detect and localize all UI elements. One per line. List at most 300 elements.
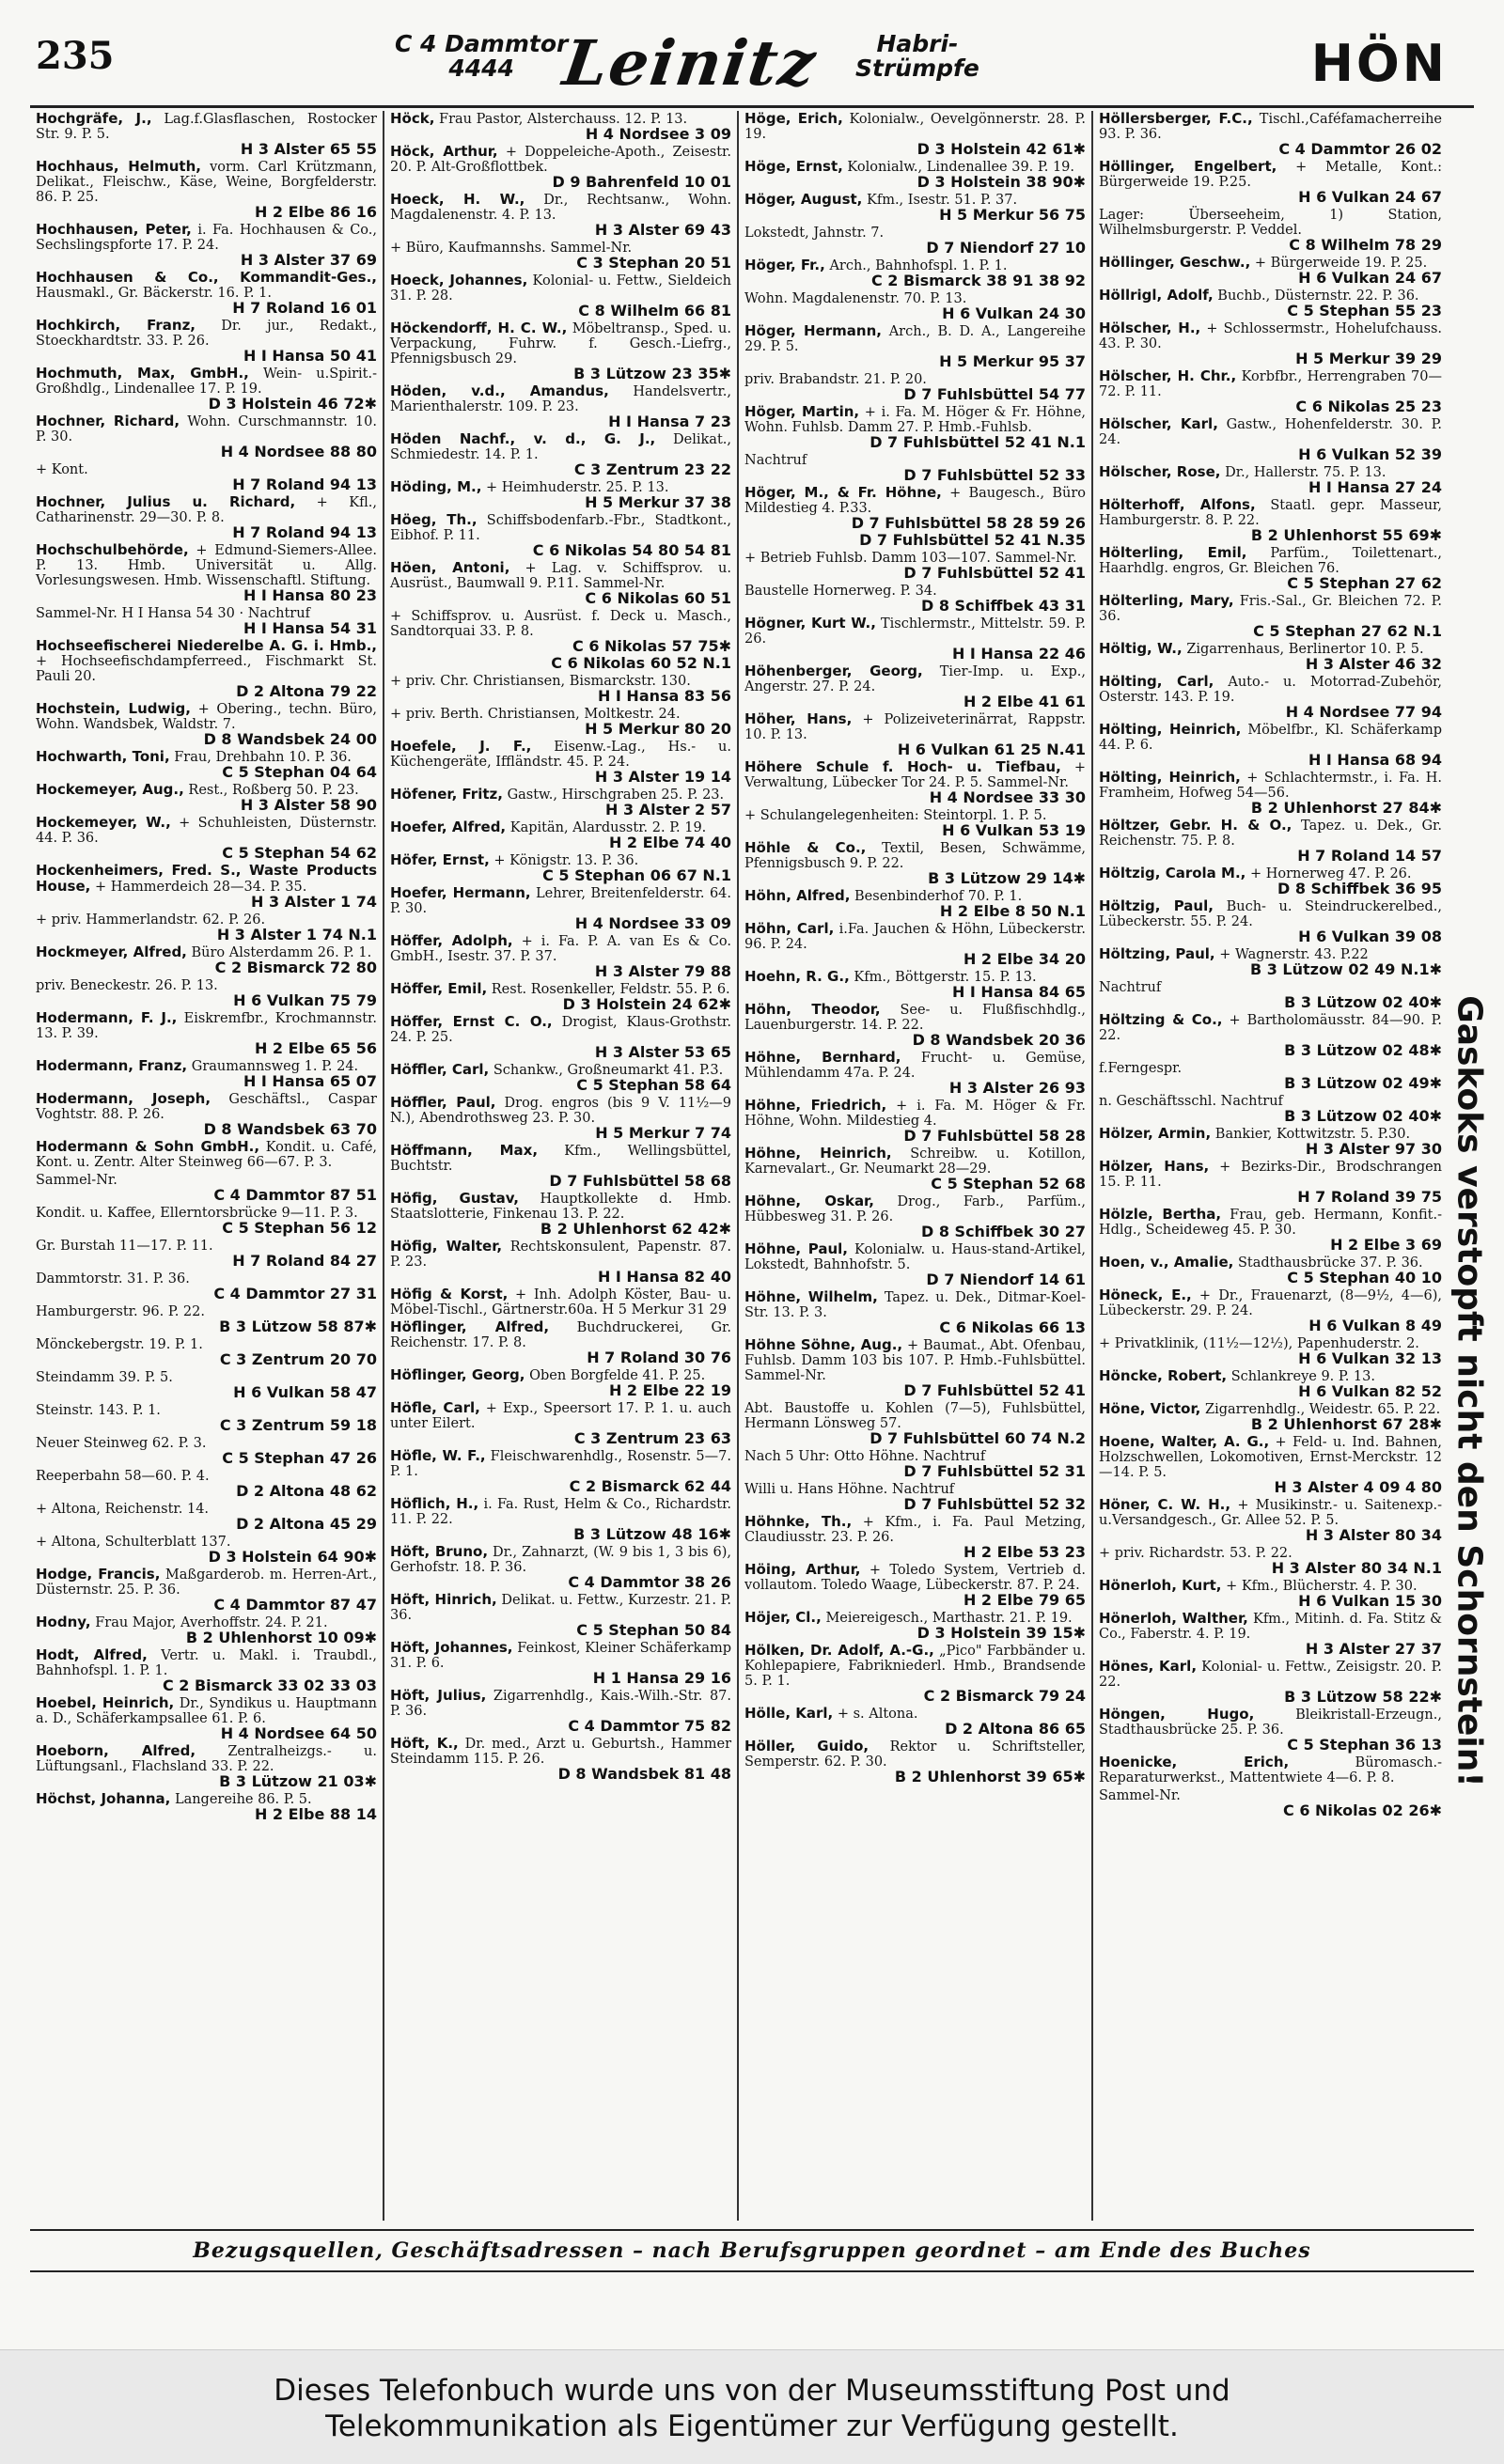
entry-details: Tier-Imp. u. Exp., Angerstr. 27. P. 24. bbox=[744, 664, 1086, 694]
entry-phone: C 5 Stephan 27 62 N.1 bbox=[1253, 622, 1442, 640]
entry-details: Kapitän, Alardusstr. 2. P. 19. bbox=[509, 820, 707, 835]
entry-text bbox=[390, 739, 731, 770]
entry-details: Zigarrenhaus, Berlinertor 10. P. 5. bbox=[1186, 642, 1424, 657]
entry-details: Rechtskonsulent, Papenstr. 87. P. 23. bbox=[390, 1240, 731, 1270]
entry-name: Hölting, Heinrich, bbox=[1099, 769, 1241, 786]
entry-details: Frau, Drehbahn 10. P. 36. bbox=[174, 750, 352, 765]
directory-entry bbox=[1099, 1207, 1442, 1253]
entry-text bbox=[744, 1241, 1086, 1272]
directory-entry bbox=[390, 787, 731, 818]
entry-phone: H 7 Roland 39 75 bbox=[1297, 1188, 1442, 1206]
entry-details: Besenbinderhof 70. P. 1. bbox=[854, 889, 1023, 904]
entry-name: Höner, C. W. H., bbox=[1099, 1496, 1231, 1513]
entry-text bbox=[36, 1743, 377, 1774]
entry-phone: H 3 Alster 27 37 bbox=[1305, 1640, 1442, 1658]
entry-phone: C 2 Bismarck 72 80 bbox=[214, 959, 377, 976]
entry-phone: D 7 Fuhlsbüttel 52 41 bbox=[903, 1381, 1086, 1399]
entry-name: Hölzer, Armin, bbox=[1099, 1125, 1212, 1142]
entry-details: Rektor u. Schriftsteller, Semperstr. 62. P. 30. bbox=[744, 1739, 1087, 1770]
directory-entry bbox=[390, 1191, 731, 1237]
entry-name: Höft, K., bbox=[390, 1735, 459, 1752]
column-3 bbox=[739, 111, 1093, 2221]
entry-details: + Privatklinik, (11½—12½), Papenhuderstr. 2. bbox=[1099, 1336, 1419, 1351]
entry-phone: D 8 Schiffbek 36 95 bbox=[1277, 880, 1442, 897]
entry-phone: H 5 Merkur 95 37 bbox=[939, 352, 1086, 370]
entry-phone: H 2 Elbe 88 14 bbox=[254, 1805, 377, 1823]
entry-phone: C 5 Stephan 36 13 bbox=[1287, 1736, 1442, 1754]
entry-name: Höge, Ernst, bbox=[744, 158, 843, 175]
entry-details: Reeperbahn 58—60. P. 4. bbox=[36, 1469, 210, 1484]
entry-details: Lag.f.Glasflaschen, Rostocker Str. 9. P. 5. bbox=[36, 112, 377, 142]
entry-name: Hochhaus, Helmuth, bbox=[36, 158, 201, 175]
entry-text bbox=[390, 383, 731, 414]
directory-entry bbox=[36, 270, 377, 316]
entry-name: Höltzig, Paul, bbox=[1099, 897, 1214, 914]
entry-phone: H 2 Elbe 22 19 bbox=[608, 1381, 731, 1399]
directory-entry bbox=[390, 1014, 731, 1060]
entry-name: Höhne, Bernhard, bbox=[744, 1049, 901, 1066]
entry-details: i. Fa. Hochhausen & Co., Sechslingspforte 17. P. 24. bbox=[36, 223, 377, 253]
entry-details: Kolonialw., Oevelgönnerstr. 28. P. 19. bbox=[744, 112, 1086, 142]
page-number: 235 bbox=[36, 34, 115, 78]
entry-name: Höhnke, Th., bbox=[744, 1513, 853, 1530]
entry-details: Delikat. u. Fettw., Kurzestr. 21. P. 36. bbox=[390, 1593, 731, 1623]
entry-phone: B 3 Lützow 02 40✱ bbox=[1284, 993, 1442, 1011]
directory-entry bbox=[744, 1289, 1086, 1335]
entry-name: Höffmann, Max, bbox=[390, 1142, 539, 1159]
entry-details: i.Fa. Jauchen & Höhn, Lübeckerstr. 96. P. 24. bbox=[744, 922, 1086, 952]
entry-phone: C 4 Dammtor 87 51 bbox=[213, 1186, 377, 1204]
entry-text bbox=[1099, 818, 1442, 849]
entry-name: Höhne, Friedrich, bbox=[744, 1097, 887, 1114]
directory-entry bbox=[390, 1688, 731, 1734]
entry-details: Tapez. u. Dek., Gr. Reichenstr. 75. P. 8. bbox=[1099, 819, 1442, 849]
directory-entry bbox=[36, 1534, 377, 1565]
entry-name: Höge, Erich, bbox=[744, 111, 843, 127]
entry-name: Höfig & Korst, bbox=[390, 1286, 509, 1302]
entry-text bbox=[390, 1287, 731, 1318]
entry-name: Höncke, Robert, bbox=[1099, 1367, 1228, 1384]
entry-phone: H 3 Alster 80 34 N.1 bbox=[1271, 1559, 1442, 1577]
entry-text bbox=[744, 1002, 1086, 1033]
entry-details: Dr., Zahnarzt, (W. 9 bis 1, 3 bis 6), Gerhofstr. 18. P. 36. bbox=[390, 1545, 731, 1575]
entry-details: Handelsvertr., Marienthalerstr. 109. P. 23. bbox=[390, 384, 732, 414]
directory-entry bbox=[36, 977, 377, 1008]
entry-name: Hochgräfe, J., bbox=[36, 111, 152, 127]
directory-entry bbox=[744, 485, 1086, 531]
entry-details: Hauptkollekte d. Hmb. Staatslotterie, Finkenau 13. P. 22. bbox=[390, 1192, 732, 1222]
entry-phone: C 5 Stephan 50 84 bbox=[576, 1621, 731, 1639]
directory-columns bbox=[30, 111, 1448, 2221]
entry-details: + priv. Hammerlandstr. 62. P. 26. bbox=[36, 912, 266, 928]
entry-phone: H I Hansa 27 24 bbox=[1308, 478, 1442, 496]
directory-entry bbox=[744, 371, 1086, 402]
entry-name: Höhne, Heinrich, bbox=[744, 1145, 892, 1162]
entry-phone: D 7 Fuhlsbüttel 58 28 59 26 bbox=[851, 514, 1086, 532]
directory-entry bbox=[36, 1402, 377, 1433]
entry-phone: H 3 Alster 69 43 bbox=[594, 221, 731, 239]
header-ad-right bbox=[855, 32, 979, 81]
entry-text bbox=[390, 1095, 731, 1126]
entry-name: Höhne Söhne, Aug., bbox=[744, 1336, 903, 1353]
entry-text bbox=[36, 542, 377, 588]
entry-details: + Inh. Adolph Köster, Bau- u. Möbel-Tischl., Gärtnerstr.60a. H 5 Merkur 31 29 bbox=[390, 1287, 731, 1318]
directory-entry bbox=[1099, 1368, 1442, 1399]
entry-name: Höck, bbox=[390, 111, 435, 127]
directory-entry bbox=[744, 192, 1086, 223]
entry-text bbox=[390, 1448, 731, 1479]
entry-text bbox=[390, 1239, 731, 1270]
entry-phone: C 5 Stephan 06 67 N.1 bbox=[542, 866, 731, 884]
entry-text bbox=[1099, 1207, 1442, 1238]
entry-text bbox=[390, 1143, 731, 1174]
entry-name: Höhn, Alfred, bbox=[744, 887, 851, 904]
entry-phone: H 6 Vulkan 24 67 bbox=[1298, 269, 1442, 287]
entry-phone: H 7 Roland 30 76 bbox=[587, 1349, 731, 1366]
entry-text bbox=[390, 560, 731, 591]
entry-details: Dr. jur., Redakt., Stoeckhardtstr. 33. P. 26. bbox=[36, 319, 377, 349]
header-ad-left-line2: 4444 bbox=[448, 55, 514, 82]
directory-entry bbox=[390, 320, 731, 382]
directory-entry bbox=[36, 366, 377, 412]
entry-name: Hockemeyer, W., bbox=[36, 814, 171, 831]
entry-text bbox=[1099, 111, 1442, 142]
directory-entry bbox=[1099, 674, 1442, 720]
entry-details: + Altona, Schulterblatt 137. bbox=[36, 1535, 231, 1550]
entry-details: + priv. Richardstr. 53. P. 22. bbox=[1099, 1546, 1292, 1561]
entry-details: Lokstedt, Jahnstr. 7. bbox=[744, 226, 885, 241]
entry-name: Höger, Fr., bbox=[744, 257, 825, 273]
entry-phone: H 6 Vulkan 39 08 bbox=[1298, 928, 1442, 945]
entry-name: Hölting, Heinrich, bbox=[1099, 721, 1242, 738]
entry-phone: H 6 Vulkan 52 39 bbox=[1298, 445, 1442, 463]
entry-phone: D 3 Holstein 39 15✱ bbox=[916, 1624, 1086, 1642]
entry-text bbox=[390, 1640, 731, 1671]
directory-entry bbox=[1099, 866, 1442, 897]
entry-text bbox=[390, 1544, 731, 1575]
entry-name: Hölle, Karl, bbox=[744, 1705, 834, 1722]
entry-phone: B 2 Uhlenhorst 27 84✱ bbox=[1250, 799, 1442, 817]
column-4 bbox=[1093, 111, 1448, 2221]
entry-text bbox=[744, 711, 1086, 742]
entry-phone: H 3 Alster 37 69 bbox=[240, 251, 377, 269]
entry-phone: H 6 Vulkan 58 47 bbox=[233, 1383, 377, 1401]
entry-name: Hochwarth, Toni, bbox=[36, 748, 170, 765]
entry-details: Textil, Besen, Schwämme, Pfennigsbusch 9. P. 22. bbox=[744, 841, 1087, 871]
directory-entry bbox=[1099, 1578, 1442, 1609]
directory-entry bbox=[1099, 111, 1442, 157]
entry-details: Dr., Rechtsanw., Wohn. Magdalenenstr. 4. P. 13. bbox=[390, 193, 732, 223]
directory-entry bbox=[1099, 207, 1442, 253]
entry-details: + priv. Chr. Christiansen, Bismarckstr. 130. bbox=[390, 674, 691, 689]
entry-phone: B 3 Lützow 02 49 N.1✱ bbox=[1249, 960, 1442, 978]
directory-entry bbox=[744, 759, 1086, 805]
entry-details: Stadthausbrücke 37. P. 36. bbox=[1237, 1255, 1423, 1271]
entry-phone: C 5 Stephan 47 26 bbox=[222, 1449, 377, 1467]
entry-text bbox=[1099, 159, 1442, 190]
entry-text bbox=[744, 485, 1086, 516]
entry-details: Sammel-Nr. bbox=[1099, 1788, 1181, 1803]
entry-phone: D 3 Holstein 38 90✱ bbox=[916, 173, 1086, 191]
entry-details: Maßgarderob. m. Herren-Art., Düsternstr. 25. P. 36. bbox=[36, 1567, 378, 1598]
directory-entry bbox=[744, 257, 1086, 289]
entry-details: Staatl. gepr. Masseur, Hamburgerstr. 8. P. 22. bbox=[1099, 498, 1442, 528]
entry-details: Korbfbr., Herrengraben 70—72. P. 11. bbox=[1099, 369, 1442, 399]
entry-phone: H 2 Elbe 74 40 bbox=[608, 834, 731, 851]
entry-name: Hockmeyer, Alfred, bbox=[36, 943, 187, 960]
entry-phone: C 5 Stephan 56 12 bbox=[222, 1219, 377, 1237]
column-2 bbox=[384, 111, 739, 2221]
directory-entry bbox=[1099, 722, 1442, 768]
entry-text bbox=[1099, 1659, 1442, 1690]
entry-phone: D 3 Holstein 46 72✱ bbox=[208, 395, 377, 413]
directory-entry bbox=[1099, 1787, 1442, 1818]
banner-line-2: Telekommunikation als Eigentümer zur Verfügung gestellt. bbox=[325, 2409, 1179, 2443]
entry-phone: D 8 Wandsbek 24 00 bbox=[203, 730, 377, 748]
directory-entry bbox=[744, 921, 1086, 967]
entry-name: Höhne, Oskar, bbox=[744, 1193, 874, 1209]
directory-entry bbox=[36, 1791, 377, 1822]
entry-text bbox=[36, 222, 377, 253]
entry-phone: H 5 Merkur 80 20 bbox=[585, 720, 731, 738]
entry-phone: C 4 Dammtor 38 26 bbox=[568, 1573, 731, 1591]
entry-name: Höllrigl, Adolf, bbox=[1099, 287, 1214, 304]
entry-name: Höden, v.d., Amandus, bbox=[390, 382, 609, 399]
directory-entry bbox=[36, 542, 377, 603]
entry-details: Meiereigesch., Marthastr. 21. P. 19. bbox=[825, 1611, 1073, 1626]
directory-entry bbox=[1099, 946, 1442, 977]
entry-text bbox=[1099, 416, 1442, 447]
entry-details: Tischl.,Caféfamacherreihe 93. P. 36. bbox=[1099, 112, 1442, 142]
entry-text bbox=[744, 323, 1086, 354]
directory-entry bbox=[390, 608, 731, 654]
header-ad-left-line1: C 4 Dammtor bbox=[395, 30, 569, 57]
entry-text bbox=[1099, 1159, 1442, 1190]
entry-phone: H I Hansa 68 94 bbox=[1308, 751, 1442, 769]
entry-name: Höen, Antoni, bbox=[390, 559, 510, 576]
entry-phone: H 3 Alster 79 88 bbox=[594, 962, 731, 980]
directory-entry bbox=[390, 240, 731, 271]
entry-phone: H I Hansa 82 40 bbox=[597, 1268, 731, 1286]
entry-text bbox=[744, 1739, 1086, 1770]
entry-text bbox=[390, 512, 731, 543]
entry-phone: C 6 Nikolas 54 80 54 81 bbox=[532, 541, 731, 559]
entry-name: Höft, Bruno, bbox=[390, 1543, 489, 1560]
directory-entry bbox=[390, 852, 731, 883]
directory-entry bbox=[1099, 770, 1442, 816]
entry-phone: H 7 Roland 94 13 bbox=[232, 523, 377, 541]
entry-details: Schlankreye 9. P. 13. bbox=[1230, 1369, 1375, 1384]
entry-text bbox=[744, 1562, 1086, 1593]
entry-details: Kfm., Wellingsbüttel, Buchtstr. bbox=[390, 1144, 732, 1174]
entry-details: Tapez. u. Dek., Ditmar-Koel-Str. 13. P. 3. bbox=[744, 1290, 1086, 1320]
entry-name: Hoebel, Heinrich, bbox=[36, 1694, 175, 1711]
entry-details: Rest., Roßberg 50. P. 23. bbox=[188, 783, 359, 798]
entry-phone: H 3 Alster 19 14 bbox=[594, 768, 731, 786]
directory-entry bbox=[1099, 641, 1442, 672]
entry-phone: H 3 Alster 58 90 bbox=[240, 796, 377, 814]
entry-details: + Kfm., Blücherstr. 4. P. 30. bbox=[1226, 1579, 1418, 1594]
directory-entry bbox=[36, 782, 377, 813]
entry-phone: C 3 Stephan 20 51 bbox=[576, 254, 731, 272]
entry-name: Hochkirch, Franz, bbox=[36, 317, 196, 334]
entry-phone: D 8 Wandsbek 81 48 bbox=[557, 1765, 731, 1783]
directory-entry bbox=[744, 111, 1086, 157]
directory-entry bbox=[744, 969, 1086, 1000]
entry-text bbox=[1099, 1754, 1442, 1786]
entry-details: + s. Altona. bbox=[837, 1707, 918, 1722]
directory-entry bbox=[1099, 1707, 1442, 1753]
entry-phone: H 6 Vulkan 53 19 bbox=[942, 821, 1086, 839]
directory-entry bbox=[1099, 1335, 1442, 1366]
entry-phone: H 2 Elbe 79 65 bbox=[963, 1591, 1086, 1609]
directory-entry bbox=[390, 1062, 731, 1093]
directory-entry bbox=[36, 1091, 377, 1137]
entry-text bbox=[36, 366, 377, 397]
directory-entry bbox=[390, 431, 731, 477]
entry-phone: C 4 Dammtor 27 31 bbox=[213, 1285, 377, 1302]
directory-entry bbox=[744, 1146, 1086, 1192]
directory-entry bbox=[744, 452, 1086, 483]
entry-details: Hamburgerstr. 96. P. 22. bbox=[36, 1304, 205, 1319]
directory-entry bbox=[744, 1706, 1086, 1737]
entry-details: Kolonialw., Lindenallee 39. P. 19. bbox=[847, 160, 1075, 175]
entry-phone: D 2 Altona 45 29 bbox=[236, 1515, 377, 1533]
entry-phone: C 4 Dammtor 75 82 bbox=[568, 1717, 731, 1735]
entry-phone: B 2 Uhlenhorst 62 42✱ bbox=[540, 1220, 731, 1238]
directory-entry bbox=[744, 1610, 1086, 1641]
entry-name: Höhenberger, Georg, bbox=[744, 663, 923, 679]
entry-details: + Bezirks-Dir., Brodschrangen 15. P. 11. bbox=[1099, 1160, 1443, 1190]
entry-details: Frau Pastor, Alsterchauss. 12. P. 13. bbox=[439, 112, 688, 127]
entry-phone: C 5 Stephan 40 10 bbox=[1287, 1269, 1442, 1287]
directory-entry bbox=[36, 1369, 377, 1400]
entry-phone: B 2 Uhlenhorst 55 69✱ bbox=[1250, 526, 1442, 544]
entry-text bbox=[36, 1091, 377, 1122]
entry-text bbox=[36, 1139, 377, 1170]
entry-name: Hodermann, Joseph, bbox=[36, 1090, 212, 1107]
entry-name: Höngen, Hugo, bbox=[1099, 1706, 1255, 1723]
directory-entry bbox=[390, 560, 731, 606]
entry-name: Höhn, Carl, bbox=[744, 920, 835, 937]
side-advertisement bbox=[1446, 771, 1489, 2020]
entry-phone: D 8 Wandsbek 63 70 bbox=[203, 1120, 377, 1138]
directory-entry bbox=[36, 1336, 377, 1367]
entry-text bbox=[744, 1514, 1086, 1545]
directory-entry bbox=[1099, 1093, 1442, 1124]
entry-phone: H 3 Alster 53 65 bbox=[594, 1043, 731, 1061]
entry-phone: H 3 Alster 46 32 bbox=[1305, 655, 1442, 673]
header-rule bbox=[30, 105, 1474, 108]
entry-name: Höhne, Wilhelm, bbox=[744, 1288, 878, 1305]
entry-text bbox=[1099, 1012, 1442, 1043]
directory-entry bbox=[36, 1010, 377, 1056]
entry-name: Höding, M., bbox=[390, 478, 482, 495]
entry-name: Höltzer, Gebr. H. & O., bbox=[1099, 817, 1292, 834]
entry-details: i. Fa. Rust, Helm & Co., Richardstr. 11. P. 22. bbox=[390, 1497, 732, 1527]
entry-details: Zentralheizgs.- u. Lüftungsanl., Flachsland 33. P. 22. bbox=[36, 1744, 377, 1774]
directory-entry bbox=[36, 863, 377, 910]
entry-details: Mönckebergstr. 19. P. 1. bbox=[36, 1337, 203, 1352]
entry-text bbox=[390, 1191, 731, 1222]
entry-phone: B 3 Lützow 58 87✱ bbox=[219, 1318, 377, 1335]
directory-entry bbox=[36, 1435, 377, 1466]
provenance-banner bbox=[0, 2349, 1504, 2464]
directory-entry bbox=[744, 807, 1086, 838]
entry-details: Gastw., Hirschgraben 25. P. 23. bbox=[507, 788, 725, 803]
entry-phone: H I Hansa 83 56 bbox=[597, 687, 731, 705]
entry-text bbox=[1099, 770, 1442, 801]
entry-text bbox=[744, 1050, 1086, 1081]
directory-entry bbox=[390, 1640, 731, 1686]
entry-text bbox=[1099, 1287, 1442, 1318]
entry-text bbox=[744, 616, 1086, 647]
entry-phone: C 4 Dammtor 87 47 bbox=[213, 1596, 377, 1614]
entry-phone: H 7 Roland 14 57 bbox=[1297, 847, 1442, 865]
entry-details: Nach 5 Uhr: Otto Höhne. Nachtruf bbox=[744, 1449, 986, 1464]
entry-text bbox=[36, 159, 377, 205]
entry-details: Dammtorstr. 31. P. 36. bbox=[36, 1271, 190, 1287]
entry-details: + Schiffsprov. u. Ausrüst. f. Deck u. Masch., Sandtorquai 33. P. 8. bbox=[390, 609, 731, 639]
directory-entry bbox=[1099, 1497, 1442, 1543]
entry-text bbox=[1099, 1707, 1442, 1738]
directory-entry bbox=[744, 159, 1086, 190]
directory-entry bbox=[36, 1303, 377, 1334]
directory-entry bbox=[744, 616, 1086, 662]
entry-name: Höffler, Carl, bbox=[390, 1061, 490, 1078]
directory-entry bbox=[744, 1002, 1086, 1048]
directory-entry bbox=[390, 1143, 731, 1189]
entry-phone: D 7 Fuhlsbüttel 52 41 bbox=[903, 564, 1086, 582]
entry-details: + Doppeleiche-Apoth., Zeisestr. 20. P. Alt-Großflottbek. bbox=[390, 145, 731, 175]
entry-text bbox=[744, 1289, 1086, 1320]
entry-name: Hochmuth, Max, GmbH., bbox=[36, 365, 249, 382]
entry-phone: D 7 Fuhlsbüttel 52 31 bbox=[903, 1462, 1086, 1480]
entry-details: Wohn. Magdalenenstr. 70. P. 13. bbox=[744, 291, 967, 306]
directory-entry bbox=[390, 819, 731, 850]
entry-details: Neuer Steinweg 62. P. 3. bbox=[36, 1436, 207, 1451]
entry-name: Hönerloh, Walther, bbox=[1099, 1610, 1248, 1627]
directory-entry bbox=[744, 840, 1086, 886]
entry-details: Frucht- u. Gemüse, Mühlendamm 47a. P. 24. bbox=[744, 1051, 1086, 1081]
entry-name: Hoenicke, Erich, bbox=[1099, 1754, 1290, 1770]
directory-entry bbox=[1099, 497, 1442, 543]
entry-details: Feinkost, Kleiner Schäferkamp 31. P. 6. bbox=[390, 1641, 732, 1671]
entry-phone: B 3 Lützow 58 22✱ bbox=[1284, 1688, 1442, 1706]
entry-name: Hodny, bbox=[36, 1614, 91, 1630]
entry-phone: C 8 Wilhelm 78 29 bbox=[1289, 236, 1442, 254]
entry-details: + Altona, Reichenstr. 14. bbox=[36, 1502, 210, 1517]
entry-details: Hausmakl., Gr. Bäckerstr. 16. P. 1. bbox=[36, 286, 272, 301]
entry-details: Kolonial- u. Fettw., Zeisigstr. 20. P. 22. bbox=[1099, 1660, 1442, 1690]
directory-entry bbox=[36, 1139, 377, 1170]
entry-phone: H I Hansa 7 23 bbox=[608, 413, 731, 430]
entry-text bbox=[36, 863, 377, 895]
entry-name: Höffer, Adolph, bbox=[390, 932, 513, 949]
directory-entry bbox=[390, 673, 731, 704]
entry-details: Schreibw. u. Kotillon, Karnevalart., Gr. Neumarkt 28—29. bbox=[744, 1146, 1086, 1177]
entry-phone: D 7 Fuhlsbüttel 60 74 N.2 bbox=[870, 1429, 1086, 1447]
entry-name: Höger, Hermann, bbox=[744, 322, 882, 339]
entry-phone: H 6 Vulkan 75 79 bbox=[233, 991, 377, 1009]
entry-name: Höger, August, bbox=[744, 191, 863, 208]
directory-entry bbox=[1099, 159, 1442, 205]
entry-phone: D 7 Fuhlsbüttel 58 28 bbox=[903, 1127, 1086, 1145]
entry-text bbox=[390, 192, 731, 223]
entry-name: Högner, Kurt W., bbox=[744, 615, 876, 632]
directory-entry bbox=[36, 1238, 377, 1269]
directory-entry bbox=[1099, 368, 1442, 414]
